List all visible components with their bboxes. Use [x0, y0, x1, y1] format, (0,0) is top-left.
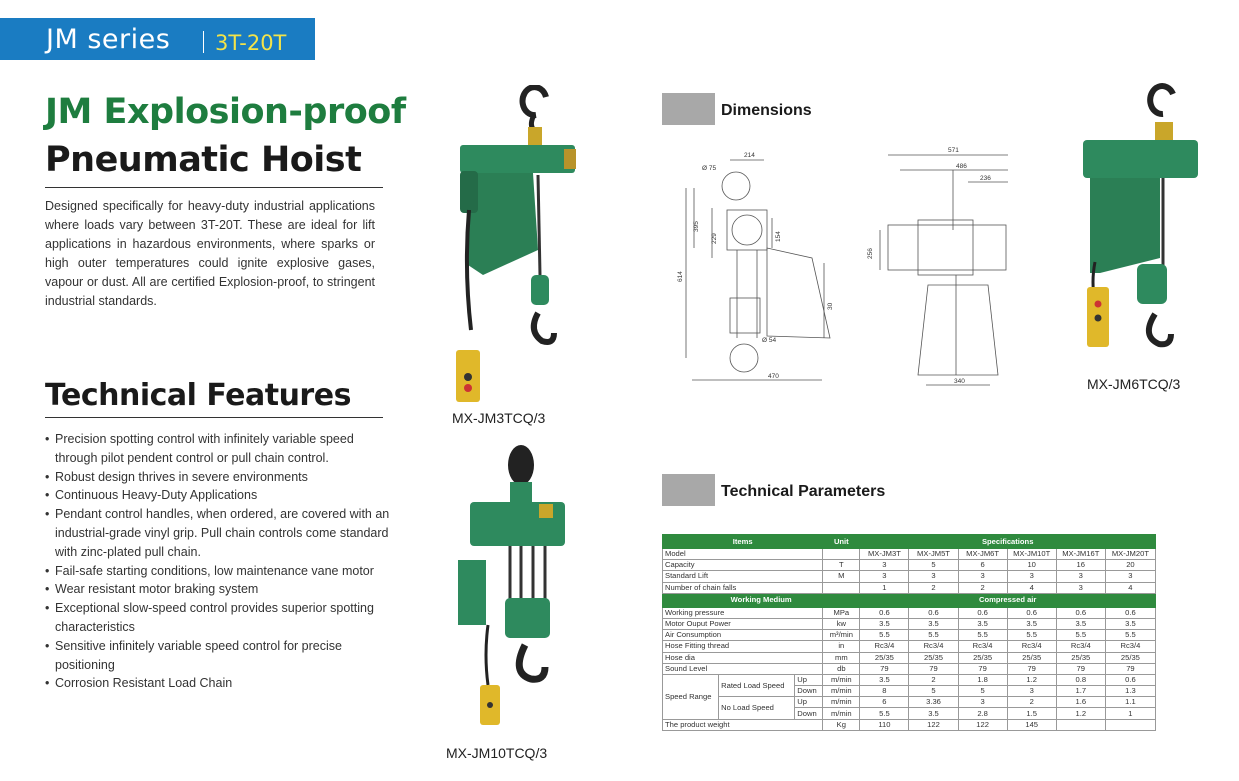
- value-cell: 3.5: [1056, 618, 1105, 629]
- feature-item: • Continuous Heavy-Duty Applications: [45, 486, 395, 505]
- value-cell: 5.5: [860, 630, 909, 641]
- row-label: Sound Level: [663, 663, 823, 674]
- model-cell: MX-JM6T: [958, 549, 1007, 560]
- params-marker: [662, 474, 715, 506]
- value-cell: 25/35: [909, 652, 958, 663]
- series-banner: [0, 18, 315, 60]
- value-cell: 5.5: [1007, 630, 1056, 641]
- value-cell: 3.5: [909, 708, 958, 719]
- dim-30: 30: [827, 302, 834, 310]
- value-cell: 25/35: [1105, 652, 1155, 663]
- params-table: [662, 534, 1156, 731]
- row-label: Model: [663, 549, 823, 560]
- dir-label: Up: [795, 697, 823, 708]
- value-cell: 2: [958, 582, 1007, 593]
- feature-item: • Precision spotting control with infinitely variable speed through pilot pendent control or pull chain control.: [45, 430, 395, 468]
- banner-divider: [203, 31, 204, 53]
- rated-label: Rated Load Speed: [719, 674, 795, 696]
- model-cell: MX-JM20T: [1105, 549, 1155, 560]
- value-cell: 3.5: [1007, 618, 1056, 629]
- table-row: [663, 618, 1156, 629]
- feature-item: • Fail-safe starting conditions, low maintenance vane motor: [45, 562, 395, 581]
- row-label: Hose Fitting thread: [663, 641, 823, 652]
- table-row: [663, 674, 1156, 685]
- table-row: [663, 641, 1156, 652]
- value-cell: 1.5: [1007, 708, 1056, 719]
- value-cell: Rc3/4: [958, 641, 1007, 652]
- value-cell: 110: [860, 719, 909, 730]
- hoist-jm3-image: [438, 85, 588, 405]
- value-cell: 3: [1007, 571, 1056, 582]
- product-caption-jm6: MX-JM6TCQ/3: [1087, 376, 1181, 392]
- value-cell: 1: [1105, 708, 1155, 719]
- dim-470: 470: [768, 373, 779, 380]
- dim-229: 229: [711, 233, 718, 244]
- table-row: [663, 652, 1156, 663]
- product-caption-jm3: MX-JM3TCQ/3: [452, 410, 546, 426]
- header-spec: Specifications: [860, 535, 1156, 549]
- value-cell: 5.5: [909, 630, 958, 641]
- feature-item: • Pendant control handles, when ordered, are covered with an industrial-grade vinyl grip. Pull chain controls come standard with zinc-plated pull chain.: [45, 505, 395, 561]
- dir-label: Down: [795, 708, 823, 719]
- row-label: Air Consumption: [663, 630, 823, 641]
- value-cell: 5: [958, 686, 1007, 697]
- value-cell: 3.5: [909, 618, 958, 629]
- value-cell: 3: [909, 571, 958, 582]
- value-cell: Rc3/4: [909, 641, 958, 652]
- dim-236: 236: [980, 175, 991, 182]
- value-cell: 3.36: [909, 697, 958, 708]
- value-cell: 2: [1007, 697, 1056, 708]
- dir-label: Down: [795, 686, 823, 697]
- value-cell: 10: [1007, 560, 1056, 571]
- value-cell: 0.6: [860, 607, 909, 618]
- page-title-line2: Pneumatic Hoist: [45, 140, 362, 180]
- table-row: [663, 630, 1156, 641]
- unit-cell: db: [823, 663, 860, 674]
- value-cell: 79: [860, 663, 909, 674]
- params-title: Technical Parameters: [721, 483, 886, 500]
- model-cell: MX-JM16T: [1056, 549, 1105, 560]
- unit-cell: T: [823, 560, 860, 571]
- value-cell: [1105, 719, 1155, 730]
- product-caption-jm10: MX-JM10TCQ/3: [446, 745, 548, 761]
- row-label: Hose dia: [663, 652, 823, 663]
- value-cell: Rc3/4: [1056, 641, 1105, 652]
- value-cell: 1.6: [1056, 697, 1105, 708]
- row-label: Motor Ouput Power: [663, 618, 823, 629]
- value-cell: 3: [958, 571, 1007, 582]
- dim-256: 256: [867, 248, 874, 259]
- table-row: [663, 719, 1156, 730]
- intro-paragraph: Designed specifically for heavy-duty industrial applications where loads vary between 3T-20T. These are ideal for lift applications in hazardous environments, where sparks or high outer temperatures could ignite explosive gases, vapour or dust. All are certified Explosion-proof, to stringent industrial standards.: [45, 199, 375, 308]
- value-cell: 3.5: [1105, 618, 1155, 629]
- unit-cell: in: [823, 641, 860, 652]
- table-row: [663, 571, 1156, 582]
- value-cell: 25/35: [1056, 652, 1105, 663]
- unit-cell: Kg: [823, 719, 860, 730]
- header-unit: Unit: [823, 535, 860, 549]
- value-cell: 25/35: [1007, 652, 1056, 663]
- value-cell: 3: [958, 697, 1007, 708]
- dir-label: Up: [795, 674, 823, 685]
- value-cell: 16: [1056, 560, 1105, 571]
- value-cell: 4: [1105, 582, 1155, 593]
- unit-cell: [823, 582, 860, 593]
- dim-214: 214: [744, 152, 755, 159]
- value-cell: Rc3/4: [1007, 641, 1056, 652]
- feature-item: • Robust design thrives in severe environments: [45, 468, 395, 487]
- value-cell: Rc3/4: [860, 641, 909, 652]
- dim-395: 395: [693, 221, 700, 232]
- model-cell: MX-JM5T: [909, 549, 958, 560]
- value-cell: 8: [860, 686, 909, 697]
- value-cell: 1.1: [1105, 697, 1155, 708]
- table-row: [663, 697, 1156, 708]
- value-cell: 5.5: [860, 708, 909, 719]
- value-cell: 5: [909, 686, 958, 697]
- value-cell: 122: [958, 719, 1007, 730]
- model-cell: MX-JM3T: [860, 549, 909, 560]
- value-cell: 122: [909, 719, 958, 730]
- dim-d54: Ø 54: [762, 337, 777, 344]
- unit-cell: m³/min: [823, 630, 860, 641]
- value-cell: 3: [1007, 686, 1056, 697]
- value-cell: 1: [860, 582, 909, 593]
- table-row: [663, 560, 1156, 571]
- value-cell: 1.2: [1007, 674, 1056, 685]
- dim-486: 486: [956, 163, 967, 170]
- dim-340: 340: [954, 378, 965, 385]
- dim-614: 614: [677, 271, 684, 282]
- unit-cell: m/min: [823, 697, 860, 708]
- value-cell: 25/35: [958, 652, 1007, 663]
- dim-d75: Ø 75: [702, 165, 717, 172]
- value-cell: 0.8: [1056, 674, 1105, 685]
- value-cell: 3.5: [860, 674, 909, 685]
- value-cell: 1.8: [958, 674, 1007, 685]
- medium-label: Working Medium: [663, 593, 860, 607]
- dimensions-title: Dimensions: [721, 102, 812, 119]
- value-cell: 20: [1105, 560, 1155, 571]
- medium-row: [663, 593, 1156, 607]
- page-title-line1: JM Explosion-proof: [45, 92, 406, 132]
- value-cell: 79: [1007, 663, 1056, 674]
- hoist-jm6-image: [1075, 82, 1210, 367]
- table-row: [663, 607, 1156, 618]
- value-cell: 79: [958, 663, 1007, 674]
- value-cell: 3.5: [958, 618, 1007, 629]
- value-cell: 3.5: [860, 618, 909, 629]
- value-cell: 3: [1056, 571, 1105, 582]
- unit-cell: m/min: [823, 674, 860, 685]
- value-cell: 3: [1105, 571, 1155, 582]
- value-cell: [1056, 719, 1105, 730]
- value-cell: 0.6: [1105, 674, 1155, 685]
- noload-label: No Load Speed: [719, 697, 795, 719]
- value-cell: 3: [860, 560, 909, 571]
- value-cell: 0.6: [909, 607, 958, 618]
- series-range: 3T-20T: [215, 31, 287, 55]
- value-cell: 5.5: [1105, 630, 1155, 641]
- unit-cell: m/min: [823, 686, 860, 697]
- row-label: The product weight: [663, 719, 823, 730]
- value-cell: 2: [909, 674, 958, 685]
- row-label: Capacity: [663, 560, 823, 571]
- value-cell: 2.8: [958, 708, 1007, 719]
- row-label: Number of chain falls: [663, 582, 823, 593]
- series-name: JM series: [46, 24, 171, 55]
- dimensions-marker: [662, 93, 715, 125]
- dimension-drawing-front: [858, 140, 1018, 390]
- unit-cell: M: [823, 571, 860, 582]
- value-cell: 2: [909, 582, 958, 593]
- value-cell: 1.3: [1105, 686, 1155, 697]
- value-cell: 25/35: [860, 652, 909, 663]
- title-rule: [45, 187, 383, 188]
- value-cell: 0.6: [958, 607, 1007, 618]
- feature-item: • Exceptional slow-speed control provides superior spotting characteristics: [45, 599, 395, 637]
- value-cell: 79: [909, 663, 958, 674]
- value-cell: 1.7: [1056, 686, 1105, 697]
- value-cell: 0.6: [1056, 607, 1105, 618]
- value-cell: 145: [1007, 719, 1056, 730]
- features-title: Technical Features: [45, 378, 351, 413]
- unit-cell: MPa: [823, 607, 860, 618]
- dimension-drawing-side: [672, 148, 847, 386]
- medium-value: Compressed air: [860, 593, 1156, 607]
- dim-154: 154: [775, 231, 782, 242]
- value-cell: 6: [958, 560, 1007, 571]
- table-header-row: [663, 535, 1156, 549]
- unit-cell: mm: [823, 652, 860, 663]
- model-cell: MX-JM10T: [1007, 549, 1056, 560]
- row-label: Standard Lift: [663, 571, 823, 582]
- hoist-jm10-image: [455, 440, 580, 730]
- value-cell: 3: [1056, 582, 1105, 593]
- value-cell: 6: [860, 697, 909, 708]
- value-cell: Rc3/4: [1105, 641, 1155, 652]
- value-cell: 5: [909, 560, 958, 571]
- row-label: Working pressure: [663, 607, 823, 618]
- value-cell: 1.2: [1056, 708, 1105, 719]
- dim-571: 571: [948, 147, 959, 154]
- value-cell: 4: [1007, 582, 1056, 593]
- value-cell: 0.6: [1007, 607, 1056, 618]
- value-cell: 5.5: [1056, 630, 1105, 641]
- table-row: [663, 582, 1156, 593]
- value-cell: 79: [1056, 663, 1105, 674]
- speed-label: Speed Range: [663, 674, 719, 719]
- unit-cell: m/min: [823, 708, 860, 719]
- value-cell: 3: [860, 571, 909, 582]
- table-row: [663, 549, 1156, 560]
- value-cell: 0.6: [1105, 607, 1155, 618]
- feature-item: • Wear resistant motor braking system: [45, 580, 395, 599]
- header-items: Items: [663, 535, 823, 549]
- unit-cell: kw: [823, 618, 860, 629]
- value-cell: 79: [1105, 663, 1155, 674]
- value-cell: 5.5: [958, 630, 1007, 641]
- features-list: [45, 430, 395, 693]
- table-row: [663, 663, 1156, 674]
- feature-item: • Sensitive infinitely variable speed control for precise positioning: [45, 637, 395, 675]
- feature-item: • Corrosion Resistant Load Chain: [45, 674, 395, 693]
- features-rule: [45, 417, 383, 418]
